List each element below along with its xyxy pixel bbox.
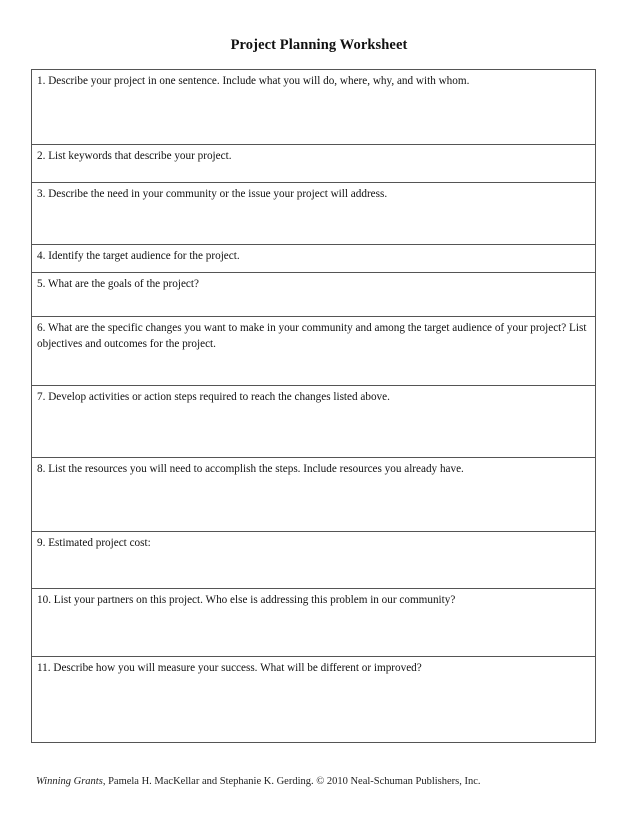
question-row-7[interactable]: 7. Develop activities or action steps required to reach the changes listed above. — [32, 386, 595, 458]
footer-book-title: Winning Grants — [36, 776, 103, 787]
question-row-9[interactable]: 9. Estimated project cost: — [32, 532, 595, 589]
question-row-8[interactable]: 8. List the resources you will need to accomplish the steps. Include resources you already have. — [32, 458, 595, 532]
question-row-11[interactable]: 11. Describe how you will measure your success. What will be different or improved? — [37, 662, 422, 674]
question-row-5[interactable]: 5. What are the goals of the project? — [32, 273, 595, 317]
worksheet-table — [31, 69, 596, 743]
copyright-footer — [36, 776, 481, 787]
question-row-1[interactable]: 1. Describe your project in one sentence. Include what you will do, where, why, and with whom. — [32, 70, 595, 145]
footer-citation: , Pamela H. MacKellar and Stephanie K. Gerding. © 2010 Neal-Schuman Publishers, Inc. — [102, 776, 481, 787]
question-row-4[interactable]: 4. Identify the target audience for the project. — [32, 245, 595, 273]
question-row-3[interactable]: 3. Describe the need in your community or the issue your project will address. — [32, 183, 595, 245]
question-row-10[interactable]: 10. List your partners on this project. Who else is addressing this problem in our community? — [32, 589, 595, 657]
question-row-2[interactable]: 2. List keywords that describe your project. — [32, 145, 595, 183]
worksheet-title: Project Planning Worksheet — [230, 37, 408, 53]
question-row-6[interactable]: 6. What are the specific changes you want to make in your community and among the target audience of your project? List objectives and outcomes for the project. — [32, 317, 595, 386]
